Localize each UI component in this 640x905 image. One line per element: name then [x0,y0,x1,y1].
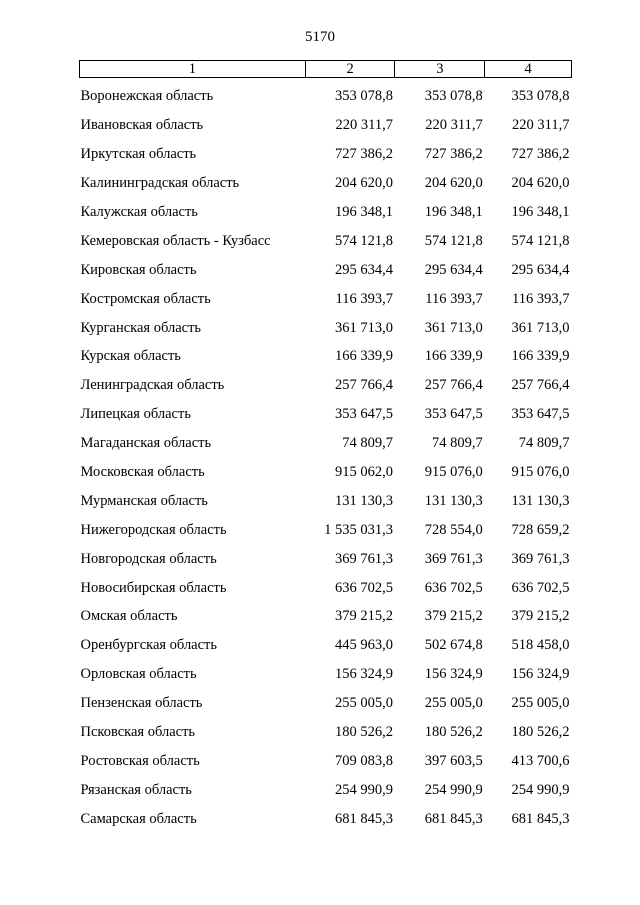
table-row [80,689,572,718]
table-row [80,804,572,833]
value-col-2-cell: 74 809,7 [342,435,393,452]
table-header-row [80,61,572,78]
value-col-2-cell: 220 311,7 [335,117,393,134]
region-name-cell: Нижегородская область [80,521,227,538]
value-col-3-cell: 156 324,9 [424,666,483,683]
value-col-2-cell: 353 647,5 [334,406,393,423]
region-name-cell: Новосибирская область [80,579,227,596]
value-col-4-cell: 636 702,5 [511,579,570,596]
value-col-4-cell: 361 713,0 [511,319,570,336]
value-col-2-cell: 166 339,9 [334,348,393,365]
region-name-cell: Московская область [80,464,205,481]
value-col-4-cell: 681 845,3 [511,810,570,827]
table-row [80,429,572,458]
table-row [80,111,572,140]
value-col-4-cell: 74 809,7 [518,435,570,452]
value-col-3-cell: 204 620,0 [424,175,483,192]
value-col-3-cell: 220 311,7 [425,117,483,134]
value-col-4-cell: 379 215,2 [511,608,570,625]
table-row [80,486,572,515]
page-number: 5170 [305,29,335,45]
region-name-cell: Воронежская область [80,88,214,105]
value-col-4-cell: 204 620,0 [511,175,570,192]
table-row [80,78,572,111]
value-col-3-cell: 727 386,2 [424,146,483,163]
table-row [80,313,572,342]
value-col-2-cell: 255 005,0 [334,695,393,712]
region-name-cell: Ростовская область [80,752,200,769]
value-col-3-cell: 353 078,8 [424,88,483,105]
region-name-cell: Иркутская область [80,146,197,163]
region-name-cell: Оренбургская область [80,637,218,654]
region-name-cell: Магаданская область [80,435,212,452]
value-col-3-cell: 255 005,0 [424,695,483,712]
value-col-3-cell: 196 348,1 [424,204,483,220]
budget-table [79,60,572,833]
value-col-4-cell: 413 700,6 [511,752,570,769]
region-name-cell: Пензенская область [80,695,203,712]
value-col-3-cell: 257 766,4 [424,377,483,394]
table-row [80,284,572,313]
table-row [80,660,572,689]
value-col-2-cell: 709 083,8 [334,752,393,769]
table-row [80,140,572,169]
table-row [80,718,572,747]
value-col-2-cell: 574 121,8 [334,232,393,249]
value-col-4-cell: 166 339,9 [511,348,570,365]
value-col-3-cell: 166 339,9 [424,348,483,365]
region-name-cell: Костромская область [80,290,211,307]
region-name-cell: Курганская область [80,319,202,336]
table-row [80,746,572,775]
value-col-3-cell: 180 526,2 [424,724,483,741]
table-row [80,515,572,544]
value-col-3-cell: 681 845,3 [424,810,483,827]
value-col-4-cell: 727 386,2 [511,146,570,163]
value-col-2-cell: 180 526,2 [334,724,393,741]
value-col-2-cell: 379 215,2 [334,608,393,625]
value-col-4-cell: 220 311,7 [512,117,570,134]
table-row [80,169,572,198]
region-name-cell: Новгородская область [80,550,217,567]
value-col-2-cell: 445 963,0 [334,637,393,654]
value-col-3-cell: 116 393,7 [425,290,483,307]
region-name-cell: Кемеровская область - Кузбасс [80,232,271,249]
value-col-2-cell: 204 620,0 [334,175,393,192]
value-col-4-cell: 728 659,2 [511,521,570,538]
value-col-2-cell: 196 348,1 [334,204,393,220]
value-col-2-cell: 353 078,8 [334,88,393,105]
table-row [80,400,572,429]
value-col-4-cell: 196 348,1 [511,204,570,220]
value-col-4-cell: 353 647,5 [511,406,570,423]
value-col-2-cell: 681 845,3 [334,810,393,827]
value-col-2-cell: 257 766,4 [334,377,393,394]
value-col-3-cell: 74 809,7 [431,435,483,452]
value-col-3-cell: 254 990,9 [424,781,483,798]
region-name-cell: Рязанская область [80,781,192,798]
value-col-2-cell: 254 990,9 [334,781,393,798]
value-col-3-cell: 295 634,4 [424,261,483,278]
table-row [80,255,572,284]
region-name-cell: Самарская область [80,810,197,827]
table-row [80,573,572,602]
region-name-cell: Калужская область [80,204,198,220]
value-col-3-cell: 353 647,5 [424,406,483,423]
value-col-4-cell: 353 078,8 [511,88,570,105]
table-row [80,458,572,487]
value-col-2-cell: 131 130,3 [334,492,393,509]
table-row [80,226,572,255]
region-name-cell: Ивановская область [80,117,204,134]
table-row [80,631,572,660]
table-row [80,342,572,371]
table-body [80,78,572,834]
value-col-4-cell: 915 076,0 [511,464,570,481]
region-name-cell: Орловская область [80,666,197,683]
value-col-4-cell: 180 526,2 [511,724,570,741]
table-row [80,371,572,400]
value-col-2-cell: 156 324,9 [334,666,393,683]
value-col-4-cell: 254 990,9 [511,781,570,798]
value-col-4-cell: 255 005,0 [511,695,570,712]
table-row [80,602,572,631]
value-col-2-cell: 915 062,0 [334,464,393,481]
value-col-2-cell: 636 702,5 [334,579,393,596]
value-col-4-cell: 257 766,4 [511,377,570,394]
value-col-2-cell: 1 535 031,3 [324,521,393,538]
value-col-3-cell: 369 761,3 [424,550,483,567]
value-col-4-cell: 518 458,0 [511,637,570,654]
value-col-3-cell: 131 130,3 [424,492,483,509]
value-col-4-cell: 131 130,3 [511,492,570,509]
value-col-3-cell: 397 603,5 [424,752,483,769]
table-row [80,198,572,227]
value-col-4-cell: 156 324,9 [511,666,570,683]
value-col-3-cell: 379 215,2 [424,608,483,625]
region-name-cell: Ленинградская область [80,377,225,394]
region-name-cell: Псковская область [80,724,196,741]
value-col-2-cell: 369 761,3 [334,550,393,567]
column-header-2: 2 [305,61,395,78]
column-header-4: 4 [485,61,572,78]
value-col-3-cell: 728 554,0 [424,521,483,538]
table-row [80,775,572,804]
value-col-4-cell: 574 121,8 [511,232,570,249]
value-col-3-cell: 574 121,8 [424,232,483,249]
value-col-4-cell: 369 761,3 [511,550,570,567]
value-col-4-cell: 116 393,7 [512,290,570,307]
region-name-cell: Омская область [80,608,178,625]
value-col-2-cell: 361 713,0 [334,319,393,336]
value-col-3-cell: 502 674,8 [424,637,483,654]
value-col-4-cell: 295 634,4 [511,261,570,278]
value-col-2-cell: 116 393,7 [335,290,393,307]
region-name-cell: Калининградская область [80,175,240,192]
value-col-3-cell: 361 713,0 [424,319,483,336]
value-col-3-cell: 636 702,5 [424,579,483,596]
region-name-cell: Кировская область [80,261,197,278]
value-col-2-cell: 727 386,2 [334,146,393,163]
region-name-cell: Курская область [80,348,181,365]
region-name-cell: Липецкая область [80,406,191,423]
value-col-2-cell: 295 634,4 [334,261,393,278]
value-col-3-cell: 915 076,0 [424,464,483,481]
column-header-3: 3 [395,61,485,78]
region-name-cell: Мурманская область [80,492,208,509]
table-row [80,544,572,573]
column-header-1: 1 [80,61,306,78]
